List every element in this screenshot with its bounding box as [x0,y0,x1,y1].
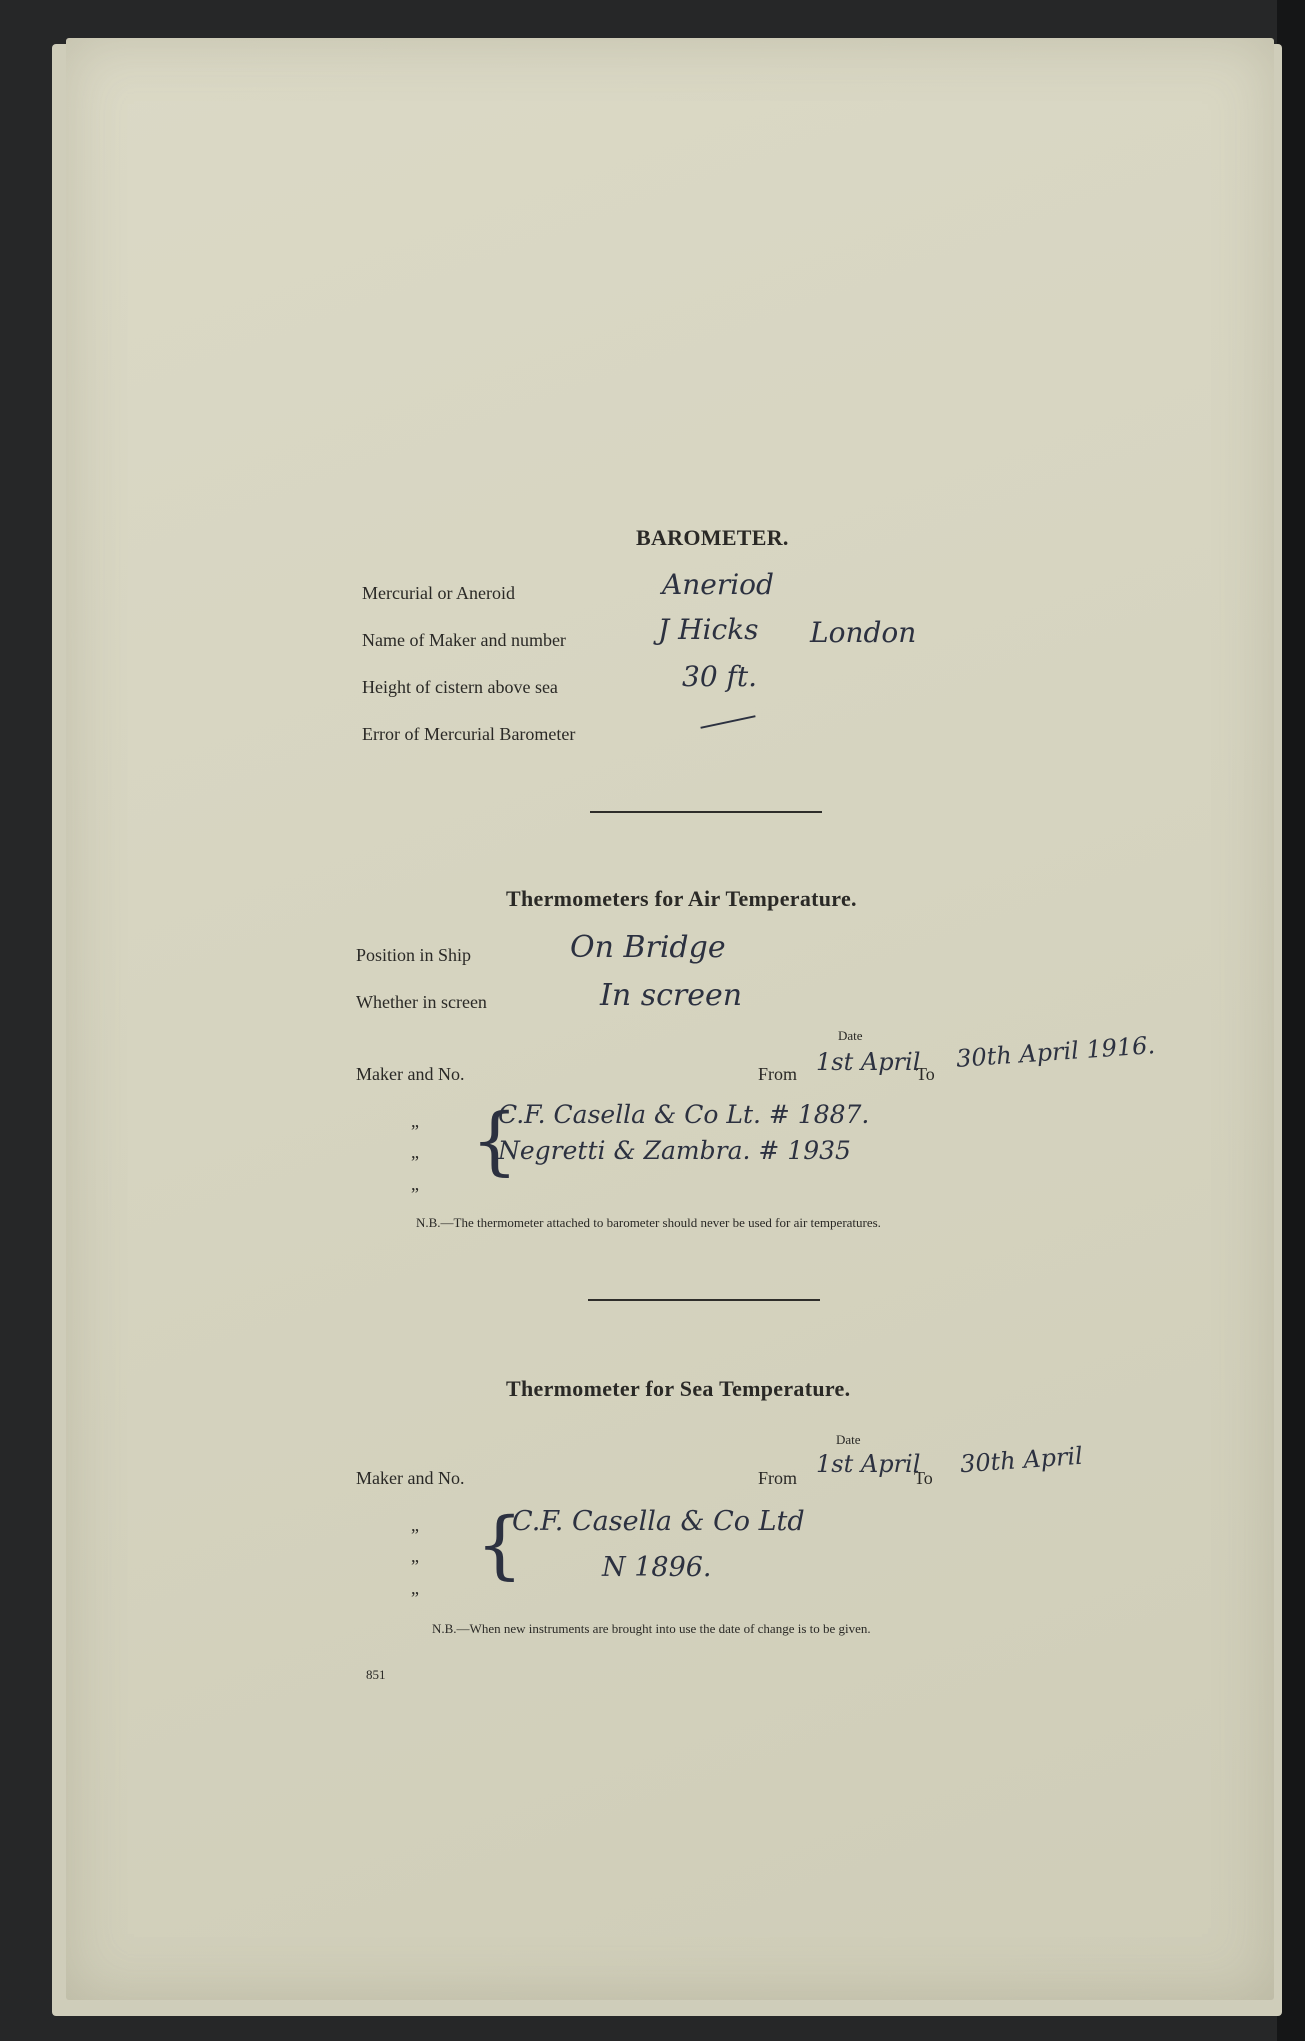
barometer-height-label: Height of cistern above sea [362,677,558,697]
air-to-label: To [916,1064,935,1084]
sea-from-value: 1st April [816,1450,921,1478]
sea-entry-2: N 1896. [602,1552,712,1583]
form-page [66,38,1274,2000]
air-from-label: From [758,1064,798,1084]
air-ditto-3: „ [411,1174,419,1194]
sea-from-label: From [758,1468,798,1488]
barometer-error-dash [700,715,755,729]
section-divider-2 [588,1299,820,1301]
barometer-type-value: Aneriod [662,568,774,601]
sea-ditto-1: „ [411,1515,419,1535]
sea-date-label: Date [836,1432,861,1447]
sea-to-value: 30th April [959,1441,1084,1479]
sea-heading: Thermometer for Sea Temperature. [506,1376,851,1401]
air-ditto-1: „ [411,1111,419,1131]
air-position-label: Position in Ship [356,945,472,965]
sea-entry-1: C.F. Casella & Co Ltd [512,1506,805,1537]
barometer-maker-label: Name of Maker and number [362,630,566,650]
air-screen-label: Whether in screen [356,992,487,1012]
sea-to-label: To [914,1468,933,1488]
air-maker-label: Maker and No. [356,1064,465,1084]
air-date-label: Date [838,1028,863,1043]
air-position-value: On Bridge [570,930,726,965]
section-divider-1 [590,811,822,813]
sea-entries-brace: { [476,1502,524,1588]
air-ditto-2: „ [411,1142,419,1162]
sea-maker-label: Maker and No. [356,1468,465,1488]
air-from-value: 1st April [816,1048,921,1076]
barometer-type-label: Mercurial or Aneroid [362,583,515,603]
barometer-maker-city: London [810,616,917,649]
barometer-heading: BAROMETER. [636,525,789,550]
barometer-height-value: 30 ft. [682,660,758,693]
air-heading: Thermometers for Air Temperature. [506,886,857,911]
sea-ditto-2: „ [411,1546,419,1566]
page-number: 851 [366,1667,386,1682]
air-entry-2: Negretti & Zambra. # 1935 [498,1136,851,1165]
air-entries-brace: { [471,1098,519,1184]
air-screen-value: In screen [600,978,743,1013]
air-note: N.B.—The thermometer attached to barometer should never be used for air temperatures. [416,1215,881,1230]
barometer-maker-value: J Hicks [658,613,759,646]
sea-note: N.B.—When new instruments are brought into use the date of change is to be given. [432,1621,871,1636]
barometer-error-label: Error of Mercurial Barometer [362,724,576,744]
sea-ditto-3: „ [411,1578,419,1598]
air-entry-1: C.F. Casella & Co Lt. # 1887. [498,1100,870,1129]
air-to-value: 30th April 1916. [955,1031,1156,1073]
